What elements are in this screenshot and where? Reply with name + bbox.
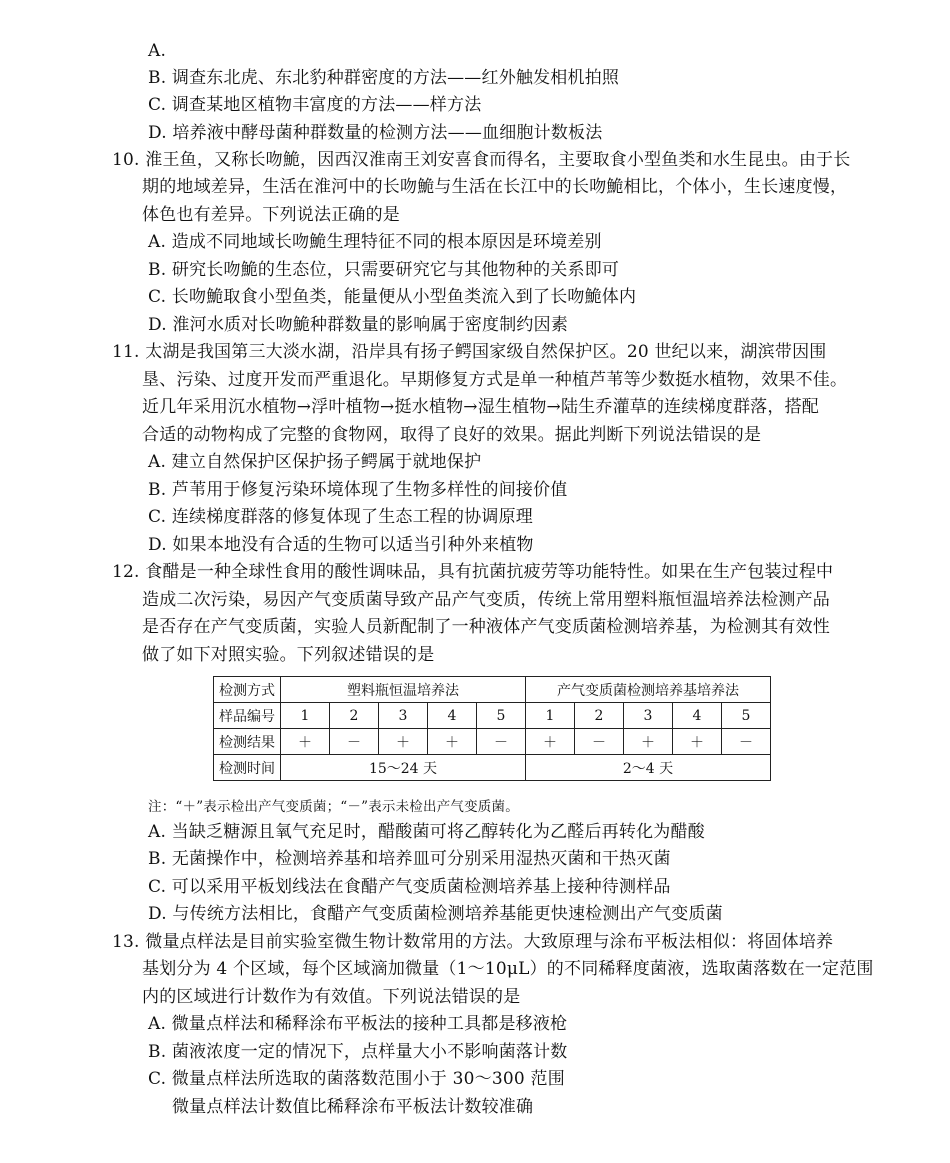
method-a-cell: 塑料瓶恒温培养法 [281,677,526,703]
result-cell: ＋ [673,729,722,755]
q12-option-a: A. 当缺乏糖源且氧气充足时，醋酸菌可将乙醇转化为乙醛后再转化为醋酸 [148,822,705,842]
sample-id-cell: 5 [722,703,771,729]
q11-stem-line-1: 11. 太湖是我国第三大淡水湖，沿岸具有扬子鳄国家级自然保护区。20 世纪以来，湖滨带因围 [112,342,827,362]
q13-stem-line-1: 13. 微量点样法是目前实验室微生物计数常用的方法。大致原理与涂布平板法相似：将固体培养 [112,932,834,952]
sample-id-cell: 2 [575,703,624,729]
method-b-cell: 产气变质菌检测培养基培养法 [526,677,771,703]
sample-id-cell: 5 [477,703,526,729]
row-header-method: 检测方式 [214,677,281,703]
result-cell: － [477,729,526,755]
result-cell: － [575,729,624,755]
time-b-cell: 2～4 天 [526,755,771,781]
q12-option-c: C. 可以采用平板划线法在食醋产气变质菌检测培养基上接种待测样品 [148,877,671,897]
table-note: 注：“＋”表示检出产气变质菌；“－”表示未检出产气变质菌。 [148,799,519,815]
result-cell: ＋ [379,729,428,755]
q11-option-b: B. 芦苇用于修复污染环境体现了生物多样性的间接价值 [148,480,568,500]
row-header-result: 检测结果 [214,729,281,755]
q13-option-c: C. 微量点样法所选取的菌落数范围小于 30～300 范围 [148,1069,565,1089]
q13-option-a: A. 微量点样法和稀释涂布平板法的接种工具都是移液枪 [148,1014,568,1034]
table-row [214,729,771,755]
q10-stem-line-3: 体色也有差异。下列说法正确的是 [142,205,400,225]
q12-stem-line-1: 12. 食醋是一种全球性食用的酸性调味品，具有抗菌抗疲劳等功能特性。如果在生产包装过程中 [112,562,834,582]
result-cell: ＋ [428,729,477,755]
result-cell: ＋ [624,729,673,755]
q10-stem-line-2: 期的地域差异，生活在淮河中的长吻鮠与生活在长江中的长吻鮠相比，个体小，生长速度慢， [142,177,848,197]
sample-id-cell: 1 [281,703,330,729]
table-row [214,755,771,781]
sample-id-cell: 1 [526,703,575,729]
q13-stem-line-3: 内的区域进行计数作为有效值。下列说法错误的是 [142,987,521,1007]
result-cell: ＋ [281,729,330,755]
q10-option-d: D. 淮河水质对长吻鮠种群数量的影响属于密度制约因素 [148,315,569,335]
sample-id-cell: 3 [624,703,673,729]
q9-option-a: A. [148,41,167,61]
q10-option-a: A. 造成不同地域长吻鮠生理特征不同的根本原因是环境差别 [148,232,602,252]
table-row [214,703,771,729]
q12-stem-line-3: 是否存在产气变质菌，实验人员新配制了一种液体产气变质菌检测培养基，为检测其有效性 [142,617,830,637]
time-a-cell: 15～24 天 [281,755,526,781]
q13-option-b: B. 菌液浓度一定的情况下，点样量大小不影响菌落计数 [148,1042,568,1062]
q12-option-b: B. 无菌操作中，检测培养基和培养皿可分别采用湿热灭菌和干热灭菌 [148,849,671,869]
q12-option-d: D. 与传统方法相比，食醋产气变质菌检测培养基能更快速检测出产气变质菌 [148,904,723,924]
q13-option-d: 微量点样法计数值比稀释涂布平板法计数较准确 [172,1097,534,1117]
row-header-sample: 样品编号 [214,703,281,729]
row-header-time: 检测时间 [214,755,281,781]
q13-stem-line-2: 基划分为 4 个区域，每个区域滴加微量（1～10μL）的不同稀释度菌液，选取菌落数在一定范围 [142,959,874,979]
result-cell: － [330,729,379,755]
q12-stem-line-4: 做了如下对照实验。下列叙述错误的是 [142,645,435,665]
q9-option-b: B. 调查东北虎、东北豹种群密度的方法——红外触发相机拍照 [148,68,620,88]
q11-option-a: A. 建立自然保护区保护扬子鳄属于就地保护 [148,452,482,472]
q10-stem-line-1: 10. 淮王鱼，又称长吻鮠，因西汉淮南王刘安喜食而得名，主要取食小型鱼类和水生昆虫。由于长 [112,150,851,170]
sample-id-cell: 3 [379,703,428,729]
result-cell: ＋ [526,729,575,755]
sample-id-cell: 4 [673,703,722,729]
sample-id-cell: 4 [428,703,477,729]
q11-stem-line-3: 近几年采用沉水植物→浮叶植物→挺水植物→湿生植物→陆生乔灌草的连续梯度群落，搭配 [142,397,819,417]
q11-option-c: C. 连续梯度群落的修复体现了生态工程的协调原理 [148,507,534,527]
q11-stem-line-2: 垦、污染、过度开发而严重退化。早期修复方式是单一种植芦苇等少数挺水植物，效果不佳。 [142,370,848,390]
experiment-table [213,676,771,781]
q10-option-b: B. 研究长吻鮠的生态位，只需要研究它与其他物种的关系即可 [148,260,620,280]
q12-stem-line-2: 造成二次污染，易因产气变质菌导致产品产气变质，传统上常用塑料瓶恒温培养法检测产品 [142,590,830,610]
q11-option-d: D. 如果本地没有合适的生物可以适当引种外来植物 [148,535,534,555]
q10-option-c: C. 长吻鮠取食小型鱼类，能量便从小型鱼类流入到了长吻鮠体内 [148,287,637,307]
result-cell: － [722,729,771,755]
q9-option-d: D. 培养液中酵母菌种群数量的检测方法——血细胞计数板法 [148,123,603,143]
q9-option-c: C. 调查某地区植物丰富度的方法——样方法 [148,95,482,115]
q11-stem-line-4: 合适的动物构成了完整的食物网，取得了良好的效果。据此判断下列说法错误的是 [142,425,762,445]
sample-id-cell: 2 [330,703,379,729]
table-row [214,677,771,703]
